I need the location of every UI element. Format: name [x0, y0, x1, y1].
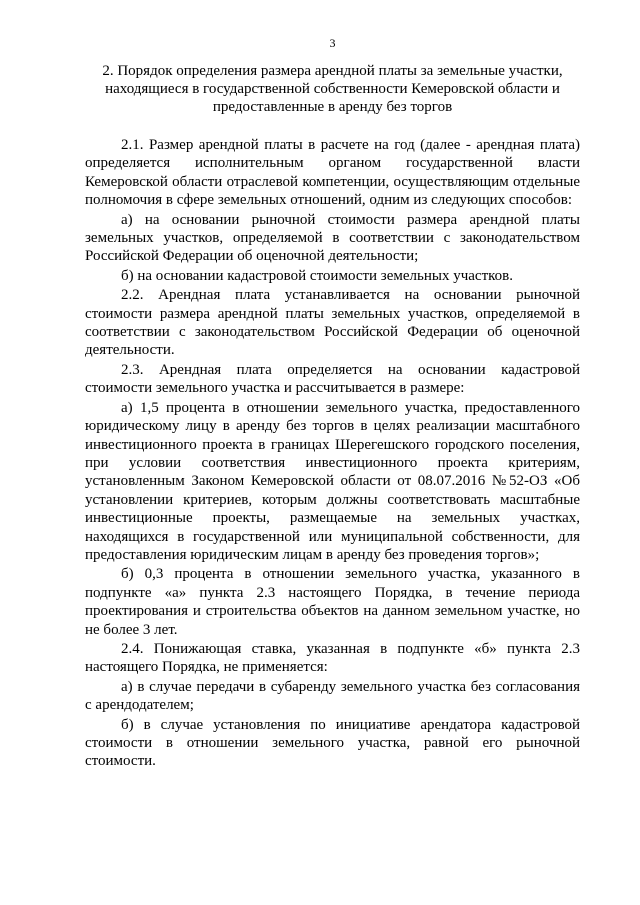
paragraph-2-4-b: б) в случае установления по инициативе арендатора кадастровой стоимости в отношении земельного участка, равной его рыночной стоимости.	[85, 716, 580, 770]
paragraph-2-1: 2.1. Размер арендной платы в расчете на год (далее - арендная плата) определяется исполнительным органом государственной власти Кемеровской области отраслевой компетенции, осуществляющим отдельные полномочия в сфере земельных отношений, одним из следующих способов:	[85, 137, 580, 209]
page-number: 3	[329, 36, 336, 50]
paragraph-2-2: 2.2. Арендная плата устанавливается на основании рыночной стоимости размера арендной платы земельных участков, определяемой в соответствии с законодательством Российской Федерации об оценочной деятельности.	[85, 287, 580, 359]
section-heading: 2. Порядок определения размера арендной платы за земельные участки, находящиеся в государственной собственности Кемеровской области и предоставленные в аренду без торгов	[102, 63, 563, 115]
paragraph-2-3: 2.3. Арендная плата определяется на основании кадастровой стоимости земельного участка и рассчитывается в размере:	[85, 361, 580, 397]
paragraph-2-4: 2.4. Понижающая ставка, указанная в подпункте «б» пункта 2.3 настоящего Порядка, не применяется:	[85, 640, 580, 676]
paragraph-2-3-b: б) 0,3 процента в отношении земельного участка, указанного в подпункте «а» пункта 2.3 настоящего Порядка, в течение периода проектирования и строительства объектов на данном земельном участке, но не более 3 лет.	[85, 566, 580, 638]
paragraph-2-1-b: б) на основании кадастровой стоимости земельных участков.	[121, 267, 513, 284]
paragraph-2-1-a: а) на основании рыночной стоимости размера арендной платы земельных участков, определяемой в соответствии с законодательством Российской Федерации об оценочной деятельности;	[85, 211, 580, 265]
paragraph-2-3-a: а) 1,5 процента в отношении земельного участка, предоставленного юридическому лицу в аренду без торгов в целях реализации масштабного инвестиционного проекта в границах Шерегешского городского поселения, при условии соответствия инвестиционного проекта критериям, установленным Законом Кемеровской области от 08.07.2016 №52-ОЗ «Об установлении критериев, которым должны соответствовать масштабные инвестиционные проекты, размещаемые на земельных участках, находящихся в государственной или муниципальной собственности, для предоставления юридическим лицам в аренду без проведения торгов»;	[85, 399, 580, 563]
paragraph-2-4-a: а) в случае передачи в субаренду земельного участка без согласования с арендодателем;	[85, 678, 580, 714]
